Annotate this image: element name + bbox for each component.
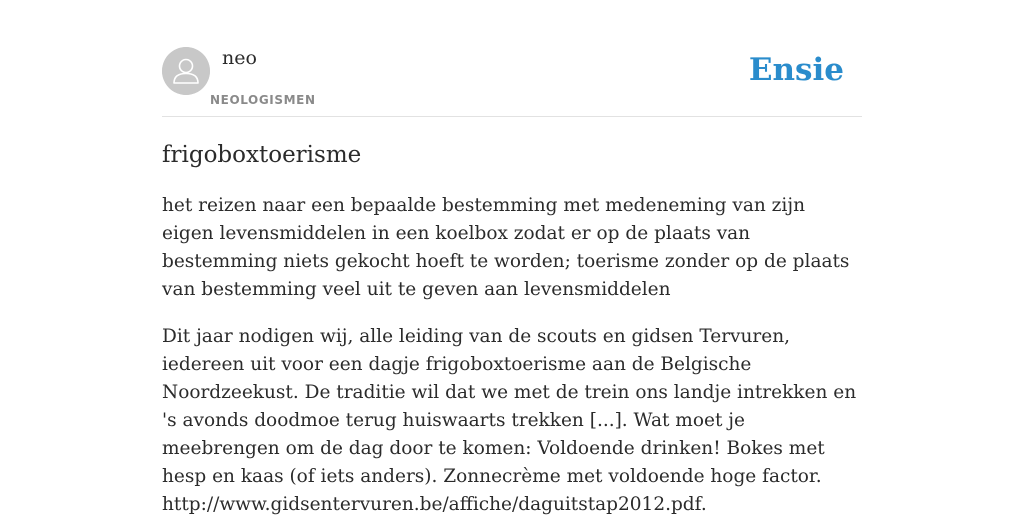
example-text: Dit jaar nodigen wij, alle leiding van de scouts en gidsen Tervuren, iedereen uit voor een dagje frigoboxtoerisme aan de Belgische Noordzeekust. De traditie wil dat we met de trein ons landje intrekken en 's avonds doodmoe terug huiswaarts trekken [...]. Wat moet je meebrengen om de dag door te komen: Voldoende drinken! Bokes met hesp en kaas (of iets anders). Zonnecrème met voldoende hoge factor. [162, 326, 857, 487]
avatar-person-glyph [162, 47, 210, 95]
entry-definition: het reizen naar een bepaalde bestemming met medeneming van zijn eigen levensmiddelen in een koelbox zodat er op de plaats van bestemming niets gekocht hoeft te worden; toerisme zonder op de plaats van bestemming veel uit te geven aan levensmiddelen [162, 195, 850, 300]
example-source-link[interactable]: http://www.gidsentervuren.be/affiche/daguitstap2012.pdf. [162, 494, 707, 515]
user-avatar-icon[interactable] [162, 47, 210, 95]
author-name[interactable]: neo [222, 47, 257, 69]
entry-header [162, 0, 862, 117]
collection-name[interactable]: NEOLOGISMEN [210, 93, 316, 107]
entry-example [162, 323, 862, 519]
page-container [162, 0, 862, 515]
brand-logo[interactable]: Ensie [748, 52, 844, 88]
entry-title: frigoboxtoerisme [162, 142, 362, 168]
